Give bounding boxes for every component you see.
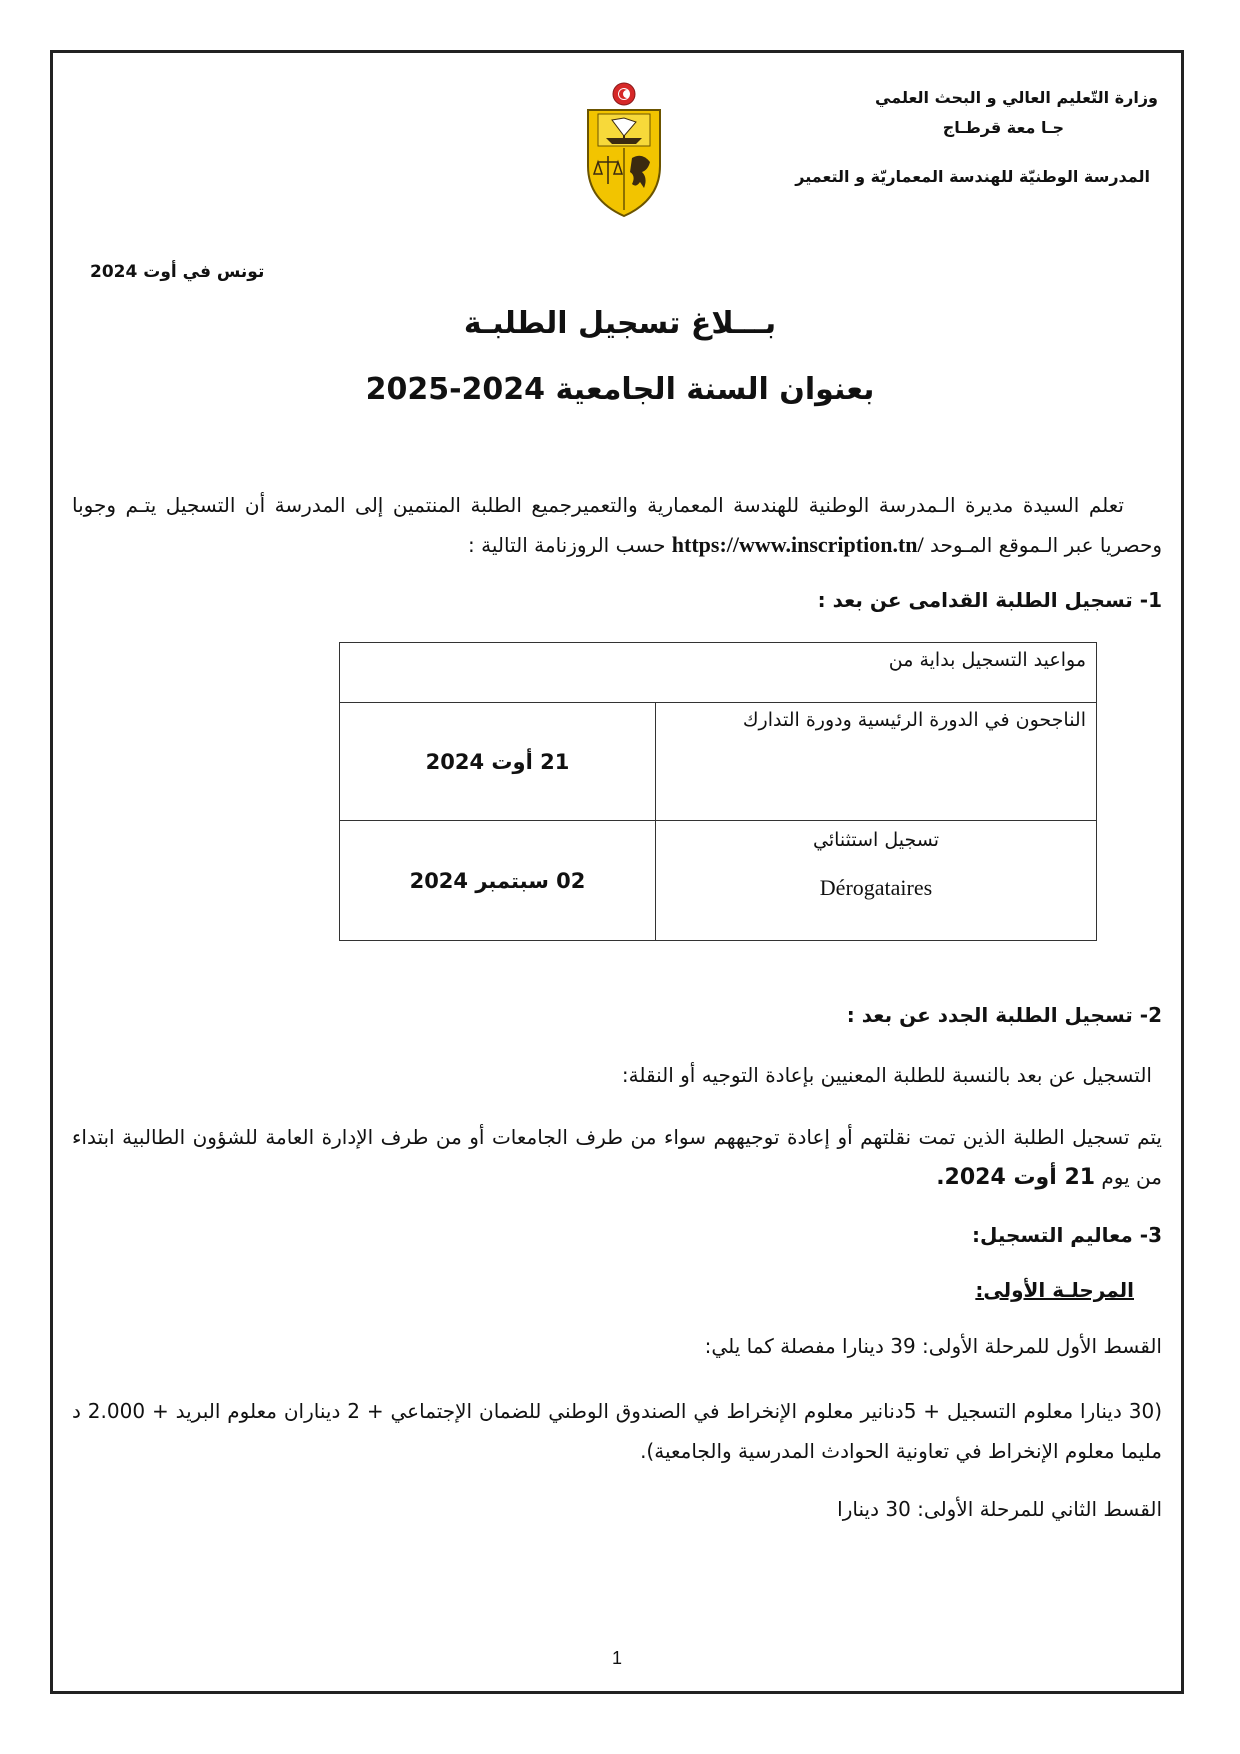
table-sublabel: Dérogataires	[819, 875, 933, 900]
school-name: المدرسة الوطنيّة للهندسة المعماريّة و التعمير	[795, 167, 1150, 186]
table-header-cell	[340, 643, 1097, 703]
table-label-cell	[656, 703, 1097, 821]
section-3-heading: 3- معاليم التسجيل:	[972, 1223, 1162, 1247]
intro-paragraph	[72, 485, 1162, 565]
table-header-text: مواعيد التسجيل بداية من	[888, 649, 1086, 671]
intro-text-1: تعلم السيدة مديرة الـمدرسة الوطنية للهندسة المعمارية والتعميرجميع الطلبة المنتمين إلى المدرسة أن التسجيل يتـم وجوبا وحصريا عبر الـموقع المـوحد	[72, 493, 1162, 557]
inscription-url-link[interactable]: https://www.inscription.tn/	[671, 532, 924, 557]
place-and-date: تونس في أوت 2024	[90, 262, 265, 282]
intro-text-2: حسب الروزنامة التالية :	[468, 533, 672, 557]
section-2-heading: 2- تسجيل الطلبة الجدد عن بعد :	[846, 1003, 1162, 1027]
academic-year-title: بعنوان السنة الجامعية 2024-2025	[365, 372, 875, 407]
section-2-body-text: يتم تسجيل الطلبة الذين تمت نقلتهم أو إعادة توجيههم سواء من طرف الجامعات أو من طرف الإدارة العامة للشؤون الطالبية ابتداء من يوم	[72, 1125, 1162, 1189]
table-row	[340, 821, 1097, 941]
page-number: 1	[612, 1648, 623, 1668]
coat-of-arms-emblem	[576, 80, 672, 220]
section-1-heading: 1- تسجيل الطلبة القدامى عن بعد :	[817, 588, 1162, 612]
table-date-cell	[340, 821, 656, 941]
ministry-name: وزارة التّعليم العالي و البحث العلمي	[875, 88, 1158, 107]
installment-2: القسط الثاني للمرحلة الأولى: 30 دينارا	[837, 1497, 1162, 1521]
installment-1: القسط الأول للمرحلة الأولى: 39 دينارا مفصلة كما يلي:	[704, 1334, 1162, 1358]
table-date: 21 أوت 2024	[425, 749, 570, 774]
table-date-cell	[340, 703, 656, 821]
table-label-cell	[656, 821, 1097, 941]
table-date: 02 سبتمبر 2024	[409, 868, 586, 893]
section-2-date: 21 أوت 2024.	[936, 1165, 1096, 1190]
table-row	[340, 703, 1097, 821]
section-2-body	[72, 1117, 1162, 1198]
university-name: جـا معة قرطـاج	[942, 118, 1064, 137]
notice-title: بـــلاغ تسجيل الطلبـة	[463, 306, 777, 341]
phase-one-heading: المرحلـة الأولى:	[975, 1278, 1134, 1302]
registration-schedule-table	[339, 642, 1097, 941]
table-label: الناجحون في الدورة الرئيسية ودورة التدارك	[742, 709, 1086, 731]
fee-details: (30 دينارا معلوم التسجيل + 5دنانير معلوم الإنخراط في الصندوق الوطني للضمان الإجتماعي + 2 دينارا‌ن معلوم البريد + 2.000 د مليما معلوم الإنخراط في تعاونية الحوادث المدرسية والجامعية).	[72, 1399, 1163, 1463]
section-2-subheading: التسجيل عن بعد بالنسبة للطلبة المعنيين بإعادة التوجيه أو النقلة:	[621, 1063, 1152, 1087]
table-label: تسجيل استثنائي	[813, 829, 939, 851]
